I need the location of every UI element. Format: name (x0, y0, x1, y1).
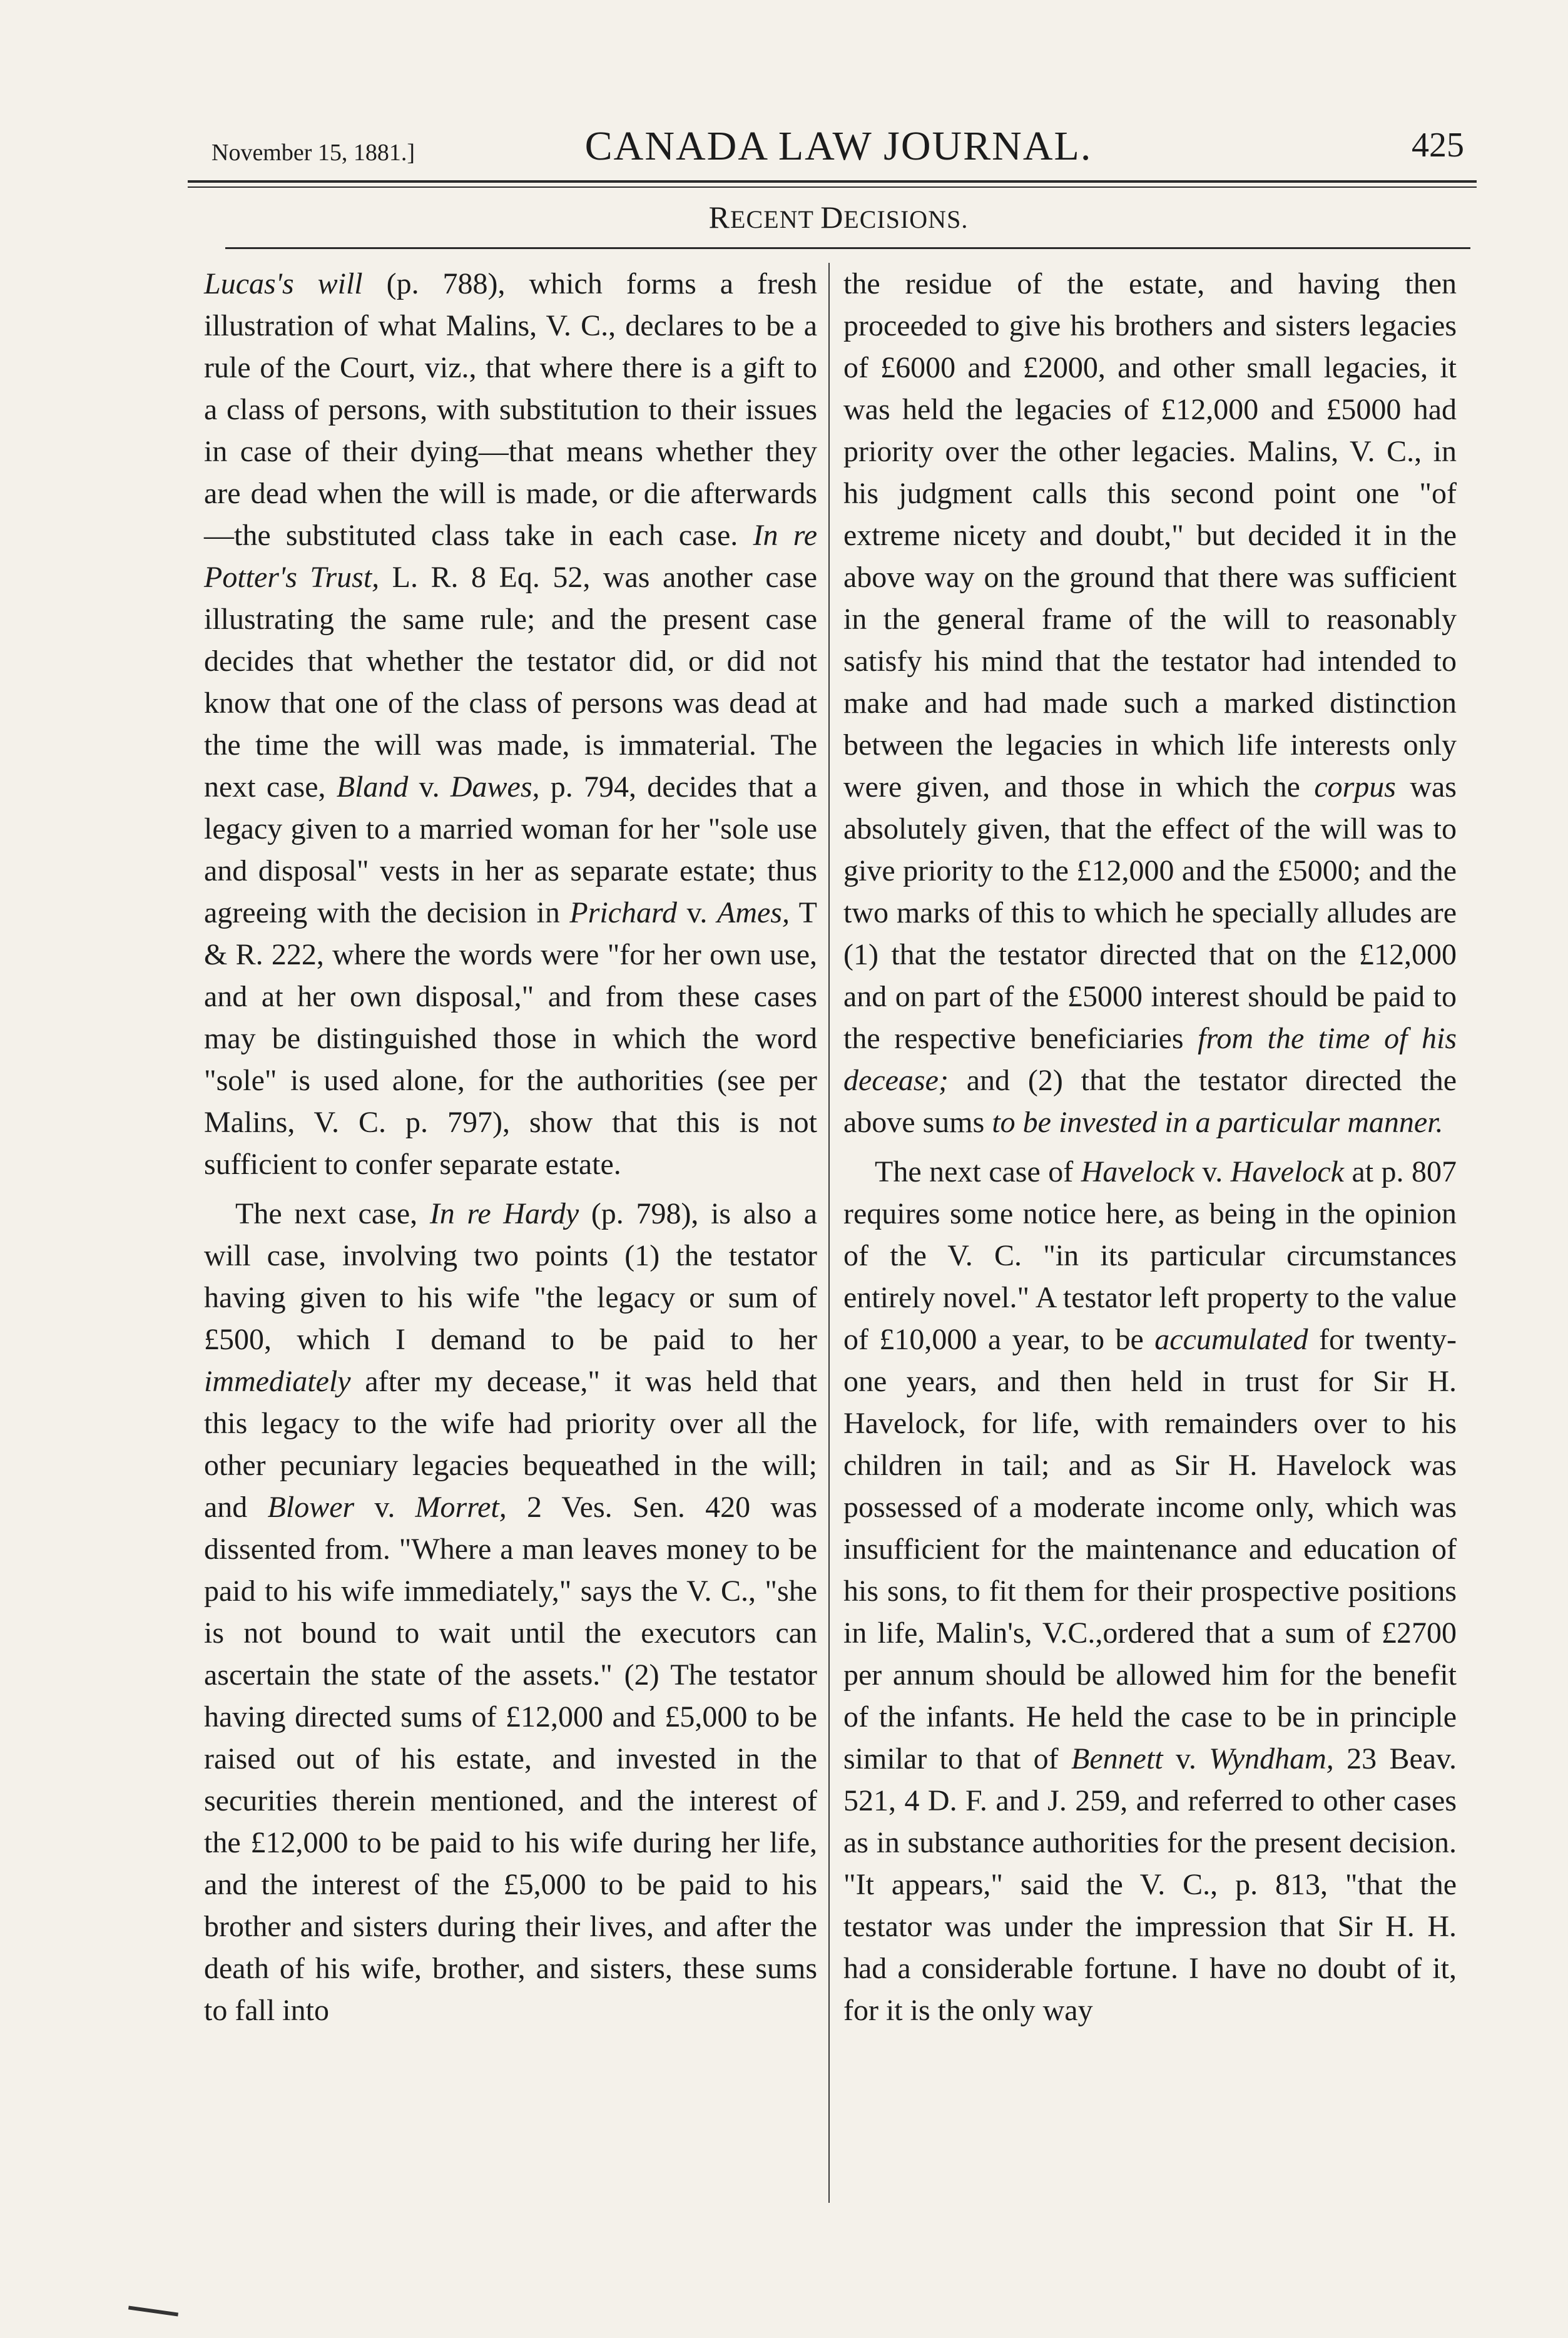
text-run: was absolutely given, that the effect of the will was to give priority to the £12,000 and the £5000; and the two marks of this to which he specially alludes are (1) that the testator directed that on the £12,000 and on part of the £5000 interest should be paid to the respective beneficiaries (843, 770, 1457, 1055)
italic-text: In re Hardy (429, 1197, 579, 1230)
page-header (206, 111, 1470, 180)
italic-text: Dawes, (450, 770, 540, 804)
right-paragraph-2 (843, 1151, 1457, 2031)
text-run: (p. 798), is also a will case, involving two points (1) the testator having given to his wife "the legacy or sum of £500, which I demand to be paid to her (204, 1197, 818, 1356)
text-run: after my decease," it was held that this legacy to the wife had priority over all the other pecuniary legacies bequeathed in the will; and (204, 1365, 817, 1524)
right-column (843, 263, 1457, 2031)
page-number: 425 (1412, 126, 1464, 165)
ink-mark (128, 2305, 178, 2316)
italic-text: from the time of his decease; (843, 1022, 1457, 1097)
italic-text: corpus (1314, 770, 1396, 804)
text-run: and (2) that the testator directed the above sums (843, 1064, 1457, 1139)
italic-text: Lucas's will (204, 267, 363, 300)
text-run: 2 Ves. Sen. 420 was dissented from. "Where a man leaves money to be paid to his wife immediately," says the V. C., "she is not bound to wait until the executors can ascertain the state of the assets." (2) The testator having directed sums of £12,000 and £5,000 to be raised out of his estate, and invested in the securities therein mentioned, and the interest of the £12,000 to be paid to his wife during her life, and the interest of the £5,000 to be paid to his brother and sisters during their lives, and after the death of his wife, brother, and sisters, these sums to fall into (204, 1491, 818, 2027)
italic-text: In re Potter's Trust, (204, 519, 817, 594)
header-rule-thin (188, 186, 1477, 188)
journal-title: CANADA LAW JOURNAL. (584, 123, 1092, 169)
text-run: the residue of the estate, and having then proceeded to give his brothers and sisters legacies of £6000 and £2000, and other small legacies, it was held the legacies of £12,000 and £5000 had priority over the other legacies. Malins, V. C., in his judgment calls this second point one "of extreme nicety and doubt," but decided it in the above way on the ground that there was sufficient in the general frame of the will to reasonably satisfy his mind that the testator had intended to make and had made such a marked distinction between the legacies in which life interests only were given, and those in which the (843, 267, 1457, 804)
text-run: for twenty-one years, and then held in trust for Sir H. Havelock, for life, with remainders over to his children in tail; and as Sir H. Havelock was possessed of a moderate income only, which was insufficient for the maintenance and education of his sons, to fit them for their prospective positions in life, Malin's, V.C.,ordered that a sum of £2700 per annum should be allowed him for the benefit of the infants. He held the case to be in principle similar to that of (843, 1323, 1457, 1775)
text-run: at p. 807 requires some notice here, as being in the opinion of the V. C. "in its particular circumstances entirely novel." A testator left property to the value of £10,000 a year, to be (843, 1155, 1457, 1356)
left-paragraph-1 (204, 263, 817, 1185)
italic-text: Blower (267, 1491, 355, 1524)
text-run: (p. 788), which forms a fresh illustration of what Malins, V. C., declares to be a rule of the Court, viz., that where there is a gift to a class of persons, with substitution to their issues in case of their dying—that means whether they are dead when the will is made, or die afterwards—the substituted class take in each case. (204, 267, 817, 552)
text-run: T & R. 222, where the words were "for her own use, and at her own disposal," and from these cases may be distinguished those in which the word "sole" is used alone, for the authorities (see per Malins, V. C. p. 797), show that this is not sufficient to confer separate estate. (204, 896, 817, 1181)
text-run: v. (1194, 1155, 1231, 1188)
right-paragraph-1 (843, 263, 1457, 1143)
italic-text: accumulated (1154, 1323, 1308, 1356)
italic-text: Bland (336, 770, 409, 804)
italic-text: to be invested in a particular manner. (992, 1106, 1443, 1139)
text-run: L. R. 8 Eq. 52, was another case illustrating the same rule; and the present case decides that whether the testator did, or did not know that one of the class of persons was dead at the time the will was made, is immaterial. The next case, (204, 561, 817, 804)
text-run: v. (676, 896, 717, 929)
italic-text: Bennett (1071, 1742, 1163, 1775)
italic-text: Morret, (415, 1491, 507, 1524)
issue-date: November 15, 1881.] (211, 140, 415, 166)
text-run: The next case, (235, 1197, 430, 1230)
italic-text: Ames, (717, 896, 790, 929)
italic-text: Wyndham, (1209, 1742, 1334, 1775)
italic-text: Havelock (1230, 1155, 1344, 1188)
left-column (204, 263, 817, 2031)
text-run: v. (408, 770, 451, 804)
section-heading: RECENT DECISIONS. (708, 200, 969, 235)
column-divider (828, 263, 830, 2203)
text-run: v. (1163, 1742, 1209, 1775)
italic-text: immediately (204, 1365, 351, 1398)
left-paragraph-2 (204, 1193, 817, 2031)
italic-text: Prichard (569, 896, 677, 929)
text-run: 23 Beav. 521, 4 D. F. and J. 259, and referred to other cases as in substance authorities for the present decision. "It appears," said the V. C., p. 813, "that the testator was under the impression that Sir H. H. had a considerable fortune. I have no doubt of it, for it is the only way (843, 1742, 1457, 2027)
text-run: p. 794, decides that a legacy given to a married woman for her "sole use and disposal" vests in her as separate estate; thus agreeing with the decision in (204, 770, 818, 929)
text-run: v. (354, 1491, 415, 1524)
text-run: The next case of (875, 1155, 1081, 1188)
section-rule (225, 247, 1470, 249)
header-rule (188, 180, 1477, 183)
italic-text: Havelock (1081, 1155, 1194, 1188)
